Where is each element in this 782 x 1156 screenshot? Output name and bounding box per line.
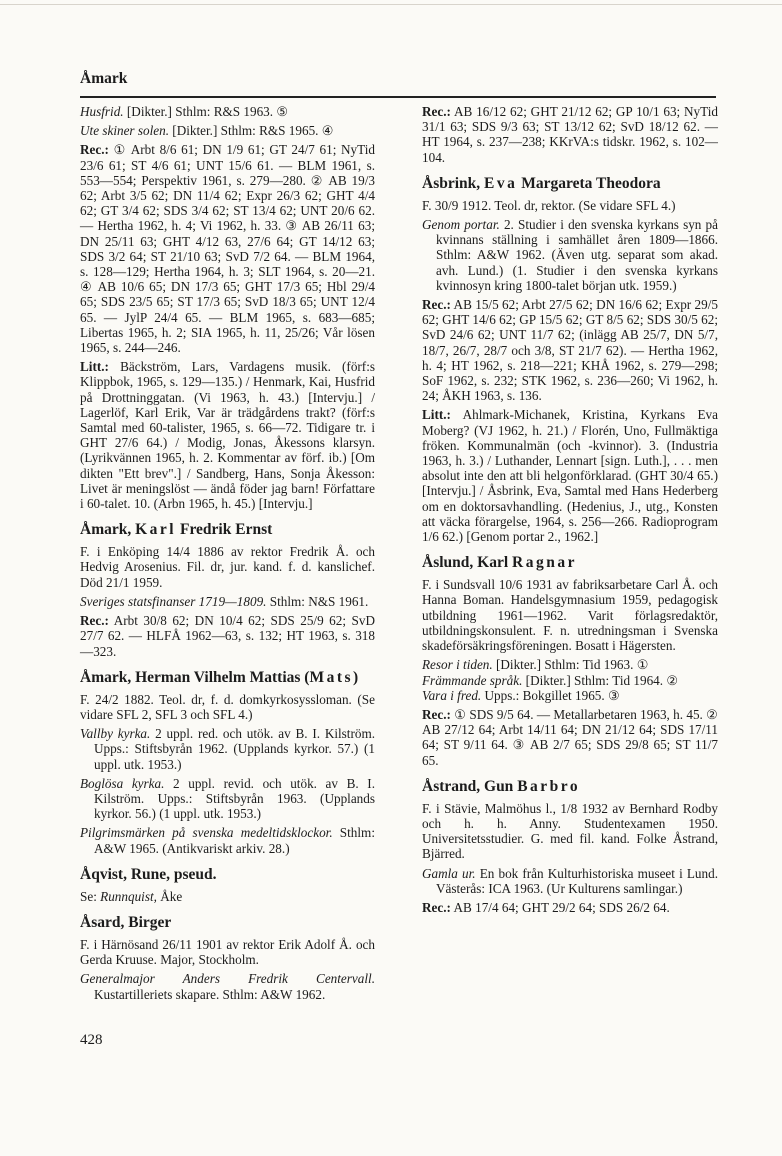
work-title: Pilgrimsmärken på svenska medeltidsklockor.	[80, 825, 333, 841]
rec-text: AB 17/4 64; GHT 29/2 64; SDS 26/2 64.	[450, 899, 670, 915]
work-line	[422, 657, 718, 672]
reviews	[80, 142, 375, 355]
work-title: Genom portar.	[422, 217, 500, 233]
heading-text: Fredrik Ernst	[176, 521, 273, 539]
rec-label: Rec.:	[422, 104, 451, 119]
reviews	[422, 104, 718, 165]
work-details: [Dikter.] Sthlm: R&S 1965. ④	[169, 123, 334, 139]
entry-heading: Åqvist, Rune, pseud.	[80, 865, 217, 883]
work-details: Sthlm: A&W 1965. (Antikvariskt arkiv. 28.)	[94, 825, 375, 856]
reviews	[422, 707, 718, 768]
rec-label: Rec.:	[80, 142, 109, 158]
work-details: [Dikter.] Sthlm: Tid 1964. ②	[522, 672, 679, 688]
work-line	[80, 594, 375, 609]
heading-text: Åsbrink,	[422, 174, 485, 192]
work-line	[80, 776, 375, 822]
literature	[422, 407, 718, 544]
literature	[80, 359, 375, 511]
litt-text: Bäckström, Lars, Vardagens musik. (förf:s Klippbok, 1965, s. 129—135.) / Henmark, Kai, Husfrid på Drottninggatan. (Vi 1963, h. 43.) [Intervju.] / Lagerlöf, Karl Erik, Var är trädgårdens trakt? (förf:s Samtal med 60-talister, 1965, s. 66—72. Tidigare tr. i GHT 27/6 64.) / Modig, Jonas, Åkessons klarsyn. (Lyrikvännen 1965, h. 2. Kommentar av förf. ib.) [Om dikten "Ett brev".] / Sandberg, Hans, Sonja Åkesson: Livet är meningslöst — ändå föder jag barn! Författare i 60-talet. 10. (Arbn 1965, h. 45.) [Intervju.]	[80, 359, 375, 512]
work-line	[422, 866, 718, 896]
work-line	[422, 688, 718, 703]
work-title: Husfrid.	[80, 104, 124, 119]
work-line	[80, 825, 375, 855]
entry-heading	[422, 175, 718, 193]
top-edge-line	[0, 4, 782, 5]
entry-asbrink	[422, 175, 718, 544]
entry-heading: Åsard, Birger	[80, 913, 172, 931]
bio: F. 30/9 1912. Teol. dr, rektor. (Se vidare SFL 4.)	[422, 197, 676, 213]
rec-text: ① Arbt 8/6 61; DN 1/9 61; GT 24/7 61; NyTid 23/6 61; ST 4/6 61; UNT 15/6 61. — BLM 1961, s. 553—554; Perspektiv 1961, s. 279—280. ② AB 19/3 62; Arbt 3/5 62; DN 11/4 62; Expr 26/3 62; GHT 4/4 62; GT 3/4 62; SDS 3/4 62; ST 13/4 62; UNT 20/6 62. — Hertha 1962, h. 4; Vi 1962, h. 33. ③ AB 26/11 63; DN 25/11 63; GHT 4/12 63, 27/6 64; GT 14/12 63; SDS 3/2 64; ST 21/10 63; SvD 7/2 64. — BLM 1964, s. 128—129; Hertha 1964, h. 3; SLT 1964, s. 20—21. ④ AB 10/6 65; DN 17/3 65; GHT 17/3 65; Hbl 29/4 65; SDS 23/5 65; ST 17/3 65; SvD 18/3 65; UNT 12/4 65. — JylP 24/4 65. — BLM 1965, s. 683—685; Libertas 1965, h. 2; SIA 1965, h. 11, 25/26; Vår lösen 1965, s. 244—246.	[80, 142, 375, 356]
rec-label: Rec.:	[422, 899, 451, 915]
entry-heading	[422, 778, 718, 796]
litt-label: Litt.:	[422, 407, 451, 423]
rec-label: Rec.:	[422, 706, 451, 722]
entry-amark-mats	[80, 669, 375, 856]
work-details: En bok från Kulturhistoriska museet i Lund. Västerås: ICA 1963. (Ur Kulturens samlingar.)	[436, 865, 718, 896]
litt-label: Litt.:	[80, 359, 109, 375]
rec-text: AB 15/5 62; Arbt 27/5 62; DN 16/6 62; Expr 29/5 62; GHT 14/6 62; GP 15/5 62; GT 8/5 62; SDS 30/5 62; SvD 24/6 62; UNT 11/7 62; (inlägg AB 25/7, DN 5/7, 18/7, 26/7, 28/7 och 3/8, ST 21/7 62). — Hertha 1962, h. 4; HT 1962, s. 218—221; KHÅ 1962, s. 279—298; SoF 1962, s. 232; STK 1962, s. 236—260; Vi 1962, h. 24; ÅKH 1963, s. 136.	[422, 297, 718, 404]
heading-text: Åstrand, Gun	[422, 777, 518, 795]
heading-spaced-name: Eva	[484, 174, 518, 192]
bio: F. i Stävie, Malmöhus l., 1/8 1932 av Bernhard Rodby och h. h. Anny. Studentexamen 1950. Universitetsstudier. G. med fil. kand. Folke Åstrand, Bjärred.	[422, 800, 718, 862]
running-head: Åmark	[80, 70, 128, 87]
work-line	[80, 726, 375, 772]
work-details: Kustartilleriets skapare. Sthlm: A&W 1962.	[94, 986, 326, 1002]
reviews	[422, 297, 718, 403]
heading-spaced-name: Mats	[309, 668, 354, 686]
se-label: Se:	[80, 888, 101, 904]
se-rest: Åke	[156, 888, 183, 904]
heading-spaced-name: Ragnar	[512, 554, 577, 572]
bio: F. i Härnösand 26/11 1901 av rektor Erik Adolf Å. och Gerda Kruuse. Major, Stockholm.	[80, 936, 375, 968]
work-title: Generalmajor Anders Fredrik Centervall.	[80, 971, 375, 987]
work-details: 2 uppl. red. och utök. av B. I. Kilström. Upps.: Stiftsbyrån 1962. (Upplands kyrkor. 57.) (1 uppl. utk. 1953.)	[94, 726, 376, 772]
page-number: 428	[80, 1032, 103, 1048]
se-reference: Runnquist,	[100, 888, 157, 904]
work-title: Sveriges statsfinanser 1719—1809.	[80, 593, 267, 609]
rec-text: ① SDS 9/5 64. — Metallarbetaren 1963, h. 45. ② AB 27/12 64; Arbt 14/11 64; DN 21/12 64; SDS 17/11 64; ST 9/11 64. ③ AB 2/7 65; SDS 29/8 65; ST 11/7 65.	[422, 706, 718, 768]
heading-text: Åmark, Herman Vilhelm Mattias (	[80, 668, 310, 686]
work-title: Ute skiner solen.	[80, 123, 169, 139]
bio: F. i Sundsvall 10/6 1931 av fabriksarbetare Carl Å. och Hanna Boman. Handelsgymnasium 1959, pedagogisk utbildning 1961—1962. Varit förlagsredaktör, utbildningskonsulent. F. n. utredningsman i Svenska skadeförsäkringsföreningen. Bosatt i Hägersten.	[422, 577, 718, 654]
heading-spaced-name: Barbro	[517, 777, 581, 795]
bio: F. 24/2 1882. Teol. dr, f. d. domkyrkosyssloman. (Se vidare SFL 2, SFL 3 och SFL 4.)	[80, 691, 375, 722]
work-details: 2 uppl. revid. och utök. av B. I. Kilström. Upps.: Stiftsbyrån 1963. (Upplands kyrkor. 56.) (1 uppl. utk. 1953.)	[94, 775, 375, 822]
reviews	[422, 900, 718, 915]
work-title: Gamla ur.	[422, 865, 476, 881]
entry-amark-karl	[80, 521, 375, 658]
right-column	[422, 104, 718, 925]
work-line	[80, 971, 375, 1001]
entry-amark-continued	[80, 104, 375, 511]
entry-heading	[422, 554, 718, 572]
entry-heading	[80, 521, 375, 539]
work-title: Resor i tiden.	[422, 657, 493, 673]
entry-aqvist	[80, 866, 375, 904]
heading-text: Margareta Theodora	[517, 174, 661, 192]
heading-text: Åslund, Karl	[422, 554, 513, 572]
work-details: [Dikter.] Sthlm: Tid 1963. ①	[492, 657, 649, 673]
litt-text: Ahlmark-Michanek, Kristina, Kyrkans Eva Moberg? (VJ 1962, h. 21.) / Florén, Uno, Fullmäktiga fröken. Kommunalmän (och -kvinnor). 3. (Industria 1963, h. 3.) / Luthander, Lennart [sign. Luth.], . . . men absolut inte den att bli helgonförklarad. (GHT 30/4 65.) [Intervju.] / Åsbrink, Eva, Samtal med Hans Hederberg om en doktorsavhandling. (Hedenius, J., utg., Konsten att väcka förargelse, 1964, s. 256—266. Radioprogram 1/6 62.) [Genom portar 2., 1962.]	[422, 407, 718, 545]
bio: F. i Enköping 14/4 1886 av rektor Fredrik Å. och Hedvig Arosenius. Fil. dr, jur. kand. f. d. kanslichef. Död 21/1 1959.	[80, 544, 375, 590]
rec-text: AB 16/12 62; GHT 21/12 62; GP 10/1 63; NyTid 31/1 63; SDS 9/3 63; ST 13/12 62; SvD 18/12 62. — HT 1964, s. 237—238; KKrVA:s tidskr. 1962, s. 102—104.	[422, 104, 718, 165]
work-details: [Dikter.] Sthlm: R&S 1963. ⑤	[123, 104, 289, 119]
work-line	[422, 217, 718, 293]
entry-asard-reviews	[422, 104, 718, 165]
rec-text: Arbt 30/8 62; DN 10/4 62; SDS 25/9 62; SvD 27/7 62. — HLFÅ 1962—63, s. 132; HT 1963, s. 318—323.	[80, 613, 375, 659]
rec-label: Rec.:	[80, 613, 109, 629]
heading-spaced-name: Karl	[135, 521, 177, 539]
work-details: 2. Studier i den svenska kyrkans syn på kvinnans ställning i samhället åren 1809—1866. Sthlm: A&W 1962. (Även utg. separat som akad. avh. Lund.) (1. Studier i den svenska kyrkans kvinnosyn kring 1800-talet början utk. 1959.)	[436, 217, 718, 293]
work-line	[422, 673, 718, 688]
work-line	[80, 104, 375, 119]
work-title: Vara i fred.	[422, 687, 482, 703]
entry-astrand	[422, 778, 718, 915]
entry-asard	[80, 914, 375, 1002]
header-rule	[80, 96, 716, 98]
cross-reference	[80, 889, 375, 904]
work-title: Främmande språk.	[422, 672, 523, 688]
left-column	[80, 104, 375, 1012]
entry-aslund	[422, 554, 718, 767]
reviews	[80, 613, 375, 659]
work-details: Upps.: Bokgillet 1965. ③	[481, 687, 620, 703]
heading-text: )	[353, 668, 359, 686]
work-title: Vallby kyrka.	[80, 726, 151, 742]
work-details: Sthlm: N&S 1961.	[266, 593, 369, 609]
rec-label: Rec.:	[422, 297, 451, 313]
work-line	[80, 123, 375, 138]
heading-text: Åmark,	[80, 521, 136, 539]
work-title: Boglösa kyrka.	[80, 775, 165, 791]
entry-heading	[80, 669, 375, 687]
